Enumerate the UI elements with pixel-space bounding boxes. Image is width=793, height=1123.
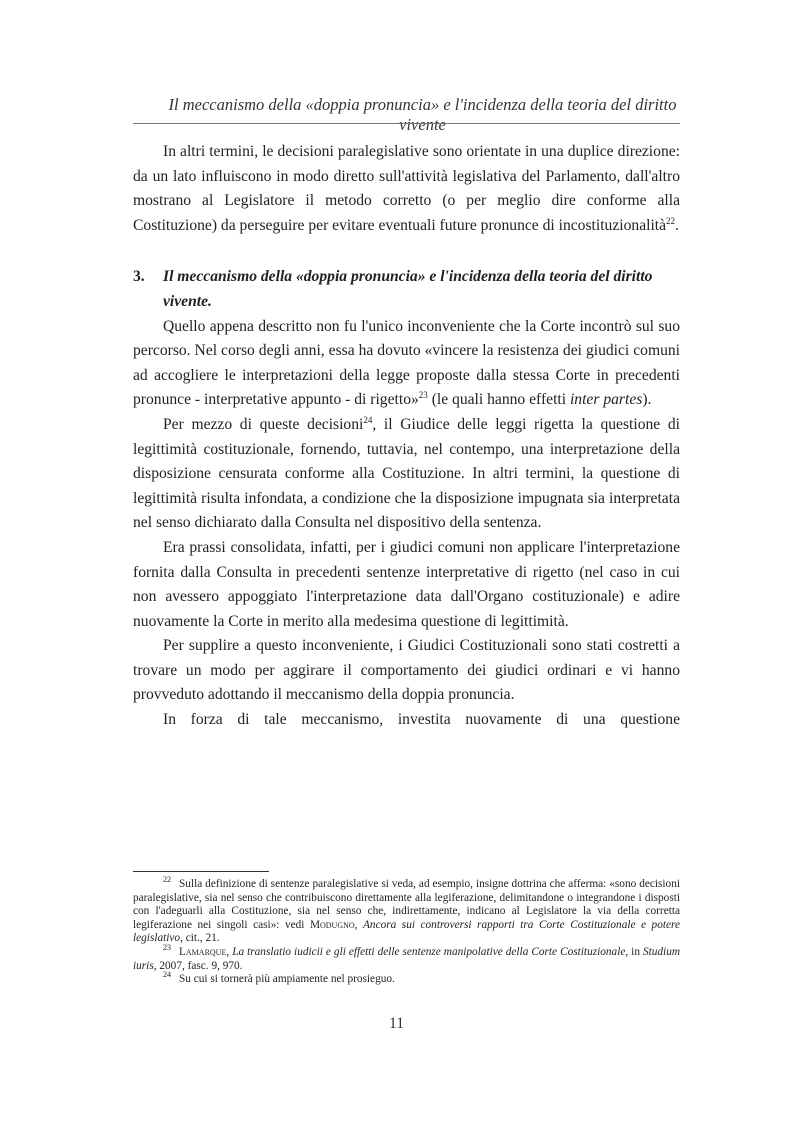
paragraph-2-text: Quello appena descritto non fu l'unico inconveniente che la Corte incontrò sul suo percorso. Nel corso degli anni, essa ha dovuto «vincere la resistenza dei giudici comuni ad accogliere le interpretazioni della legge proposte dalla stessa Corte in precedenti pronunce - interpretative appunto - di rigetto» [133,317,680,409]
paragraph-1-end: . [675,216,679,234]
footnote-22-sep: , [354,918,364,931]
footnote-23-mid: , in [625,945,643,958]
footnotes [133,875,680,987]
footnote-23-number: 23 [163,943,171,953]
footnote-23-journal: Studium iuris [133,945,680,972]
header-rule [133,123,680,124]
paragraph-2-after: (le quali hanno effetti [427,391,570,409]
footnote-ref-22[interactable]: 22 [666,215,676,226]
main-text [133,140,680,733]
footnote-22-title: Ancora sui controversi rapporti tra Corte Costituzionale e potere legislativo [133,918,680,945]
paragraph-3-before: Per mezzo di queste decisioni [163,415,364,433]
paragraph-6: In forza di tale meccanismo, investita nuovamente di una questione [163,711,680,729]
paragraph-3 [133,413,680,536]
footnote-24-number: 24 [163,970,171,980]
footnote-24 [133,970,680,987]
section-number: 3. [133,268,145,286]
section-title: Il meccanismo della «doppia pronuncia» e l'incidenza della teoria del diritto vivente. [163,268,653,310]
footnote-23-author: Lamarque [179,945,227,958]
footnote-23-sep: , [226,945,233,958]
paragraph-1 [133,140,680,238]
paragraph-1-text: In altri termini, le decisioni paralegislative sono orientate in una duplice direzione: da un lato influiscono in modo diretto sull'attività legislativa del Parlamento, dall'altro mostrano al Legislatore il metodo corretto (o per meglio dire conforme alla Costituzione) da perseguire per evitare eventuali future pronunce di incostituzionalità [133,143,680,234]
paragraph-2-italic: inter partes [569,391,643,409]
section-heading [133,265,680,314]
footnote-22 [133,875,680,946]
footnote-ref-23[interactable]: 23 [418,390,428,401]
paragraph-4: Era prassi consolidata, infatti, per i giudici comuni non applicare l'interpretazione fornita dalla Consulta in precedenti sentenze interpretative di rigetto (nel caso in cui non avessero appoggiato l'interpretazione data dall'Organo costituzionale) e adire nuovamente la Corte in merito alla medesima questione di legittimità. [133,538,680,630]
footnote-23-title: La translatio iudicii e gli effetti delle sentenze manipolative della Corte Costituzionale [232,945,626,958]
footnote-ref-24[interactable]: 24 [363,414,373,425]
paragraph-5: Per supplire a questo inconveniente, i Giudici Costituzionali sono stati costretti a trovare un modo per aggirare il comportamento dei giudici ordinari e vi hanno provveduto adottando il meccanismo della doppia pronuncia. [133,637,680,704]
footnote-23-end: , 2007, fasc. 9, 970. [153,959,243,972]
footnote-rule [133,871,269,872]
footnote-22-text: Sulla definizione di sentenze paralegislative si veda, ad esempio, insigne dottrina che afferma: «sono decisioni paralegislative, sia nel senso che contribuiscono direttamente alla legiferazione, delimitandone o integrandone i disposti con l'adeguarli alla Costituzione, sia nel senso che, indirettamente, indicano al Legislatore la via della corretta legiferazione nei singoli casi»: vedi [133,878,680,931]
page-number: 11 [388,1015,404,1032]
footnote-22-author: Modugno [309,918,355,931]
paragraph-3-text: , il Giudice delle leggi rigetta la questione di legittimità costituzionale, fornendo, tuttavia, nel contempo, una interpretazione della disposizione censurata conforme alla Costituzione. In altri termini, la questione di legittimità risulta infondata, a condizione che la disposizione impugnata sia interpretata nel senso dichiarato dalla Consulta nel dispositivo della sentenza. [133,415,681,532]
paragraph-2-end: ). [642,391,652,409]
footnote-23 [133,943,680,973]
footnote-22-end: , cit., 21. [180,932,220,945]
footnote-22-number: 22 [163,875,171,885]
running-header: Il meccanismo della «doppia pronuncia» e l'incidenza della teoria del diritto vivente [168,95,677,134]
footnote-24-text: Su cui si tornerà più ampiamente nel prosieguo. [179,973,395,986]
paragraph-2 [133,315,680,413]
